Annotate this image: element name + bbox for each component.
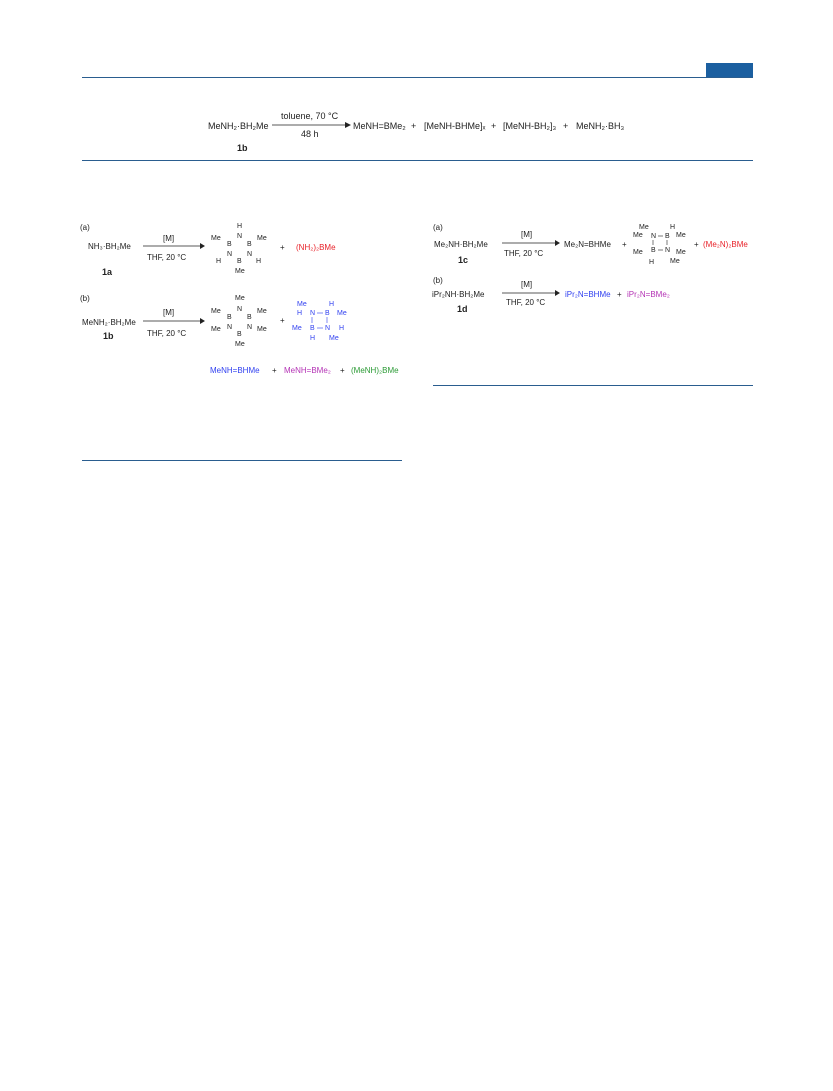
scheme-top (0, 105, 833, 165)
left-a-tag: (a) (80, 223, 90, 232)
left-a-ring-atom: Me (257, 235, 267, 242)
right-a-dimer-atom: Me (676, 249, 686, 256)
left-b-dimer-atom: B (310, 325, 315, 332)
right-b-arrow-head (555, 290, 560, 296)
left-b-ring-atom: Me (211, 326, 221, 333)
right-a-dimer-atom: Me (633, 232, 643, 239)
right-b-label: 1d (457, 304, 468, 314)
left-b-extra-product-2: MeNH=BMe₂ (284, 366, 331, 375)
right-b-catalyst: [M] (521, 280, 533, 289)
right-a-conditions: THF, 20 °C (504, 249, 544, 258)
left-b-dimer-atom: H (339, 325, 345, 332)
left-b-ring-atom: B (247, 314, 252, 321)
scheme-left (0, 215, 410, 385)
left-b-dimer-atom: H (310, 335, 316, 342)
left-b-ring-atom: B (237, 331, 242, 338)
right-a-dimer-atom: B (651, 247, 656, 254)
right-a-diborane-dimer (633, 224, 686, 266)
top-reactant: MeNH₂·BH₂Me (208, 121, 269, 131)
right-a-catalyst: [M] (521, 230, 533, 239)
right-b-reactant: iPr₂NH·BH₂Me (432, 290, 485, 299)
left-b-ring-atom: Me (257, 308, 267, 315)
left-b-extra-plus-1: + (272, 366, 277, 375)
top-plus-1: + (411, 121, 417, 131)
left-b-dimer-atom: Me (337, 310, 347, 317)
right-b-product-2: iPr₂N=BMe₂ (627, 290, 670, 299)
left-b-extra-product-1: MeNH=BHMe (210, 366, 260, 375)
right-a-dimer-atom: B (665, 233, 670, 240)
top-scheme-rule (82, 160, 753, 161)
right-a-dimer-atom: N (665, 247, 671, 254)
right-a-side-product: (Me₂N)₂BMe (703, 240, 748, 249)
left-b-ring-atom: N (227, 324, 233, 331)
top-reactant-label: 1b (237, 143, 248, 153)
top-arrow-head (345, 122, 351, 128)
right-a-dimer-atom: H (649, 259, 655, 266)
left-a-reactant: NH₃·BH₂Me (88, 242, 131, 251)
left-b-dimer-atom: H (329, 301, 335, 308)
left-a-ring-atom: B (227, 241, 232, 248)
left-a-ring-atom: Me (235, 268, 245, 275)
left-b-dimer-atom: B (325, 310, 330, 317)
right-b-conditions: THF, 20 °C (506, 298, 546, 307)
left-b-catalyst: [M] (163, 308, 175, 317)
right-b-tag: (b) (433, 276, 443, 285)
left-a-catalyst: [M] (163, 234, 175, 243)
left-a-label: 1a (102, 267, 113, 277)
top-plus-2: + (491, 121, 497, 131)
left-b-dimer-atom: Me (329, 335, 339, 342)
top-product-3: [MeNH-BH₂]₃ (503, 121, 557, 131)
left-b-extra-plus-2: + (340, 366, 345, 375)
left-b-ring-atom: B (227, 314, 232, 321)
right-a-plus-2: + (694, 240, 699, 249)
right-scheme-rule (433, 385, 753, 386)
right-a-dimer-atom: Me (676, 232, 686, 239)
left-a-ring-atom: N (227, 251, 233, 258)
left-a-ring-atom: H (256, 258, 262, 265)
left-b-dimer-atom: H (297, 310, 303, 317)
right-b-product-1: iPr₂N=BHMe (565, 290, 611, 299)
left-b-label: 1b (103, 331, 114, 341)
left-b-ring-atom: Me (211, 308, 221, 315)
left-b-ring-atom: Me (235, 341, 245, 348)
left-b-ring-atom: Me (235, 295, 245, 302)
left-b-diborane-dimer (292, 301, 347, 342)
left-scheme-rule (82, 460, 402, 461)
left-b-dimer-atom: N (325, 325, 331, 332)
scheme-right (420, 215, 833, 315)
left-b-ring-atom: Me (257, 326, 267, 333)
header-rule (82, 77, 753, 78)
left-a-plus: + (280, 243, 285, 252)
right-a-product: Me₂N=BHMe (564, 240, 611, 249)
left-a-borazine-ring (211, 223, 267, 275)
header-color-tab (706, 63, 753, 77)
left-b-extra-product-3: (MeNH)₂BMe (351, 366, 399, 375)
left-b-ring-atom: N (247, 324, 253, 331)
left-b-ring-atom: N (237, 306, 243, 313)
left-a-side-product: (NH₂)₂BMe (296, 243, 336, 252)
right-a-dimer-atom: H (670, 224, 676, 231)
left-a-arrow-head (200, 243, 205, 249)
top-product-1: MeNH=BMe₂ (353, 121, 406, 131)
top-product-4: MeNH₂·BH₃ (576, 121, 625, 131)
left-b-reactant: MeNH₂·BH₂Me (82, 318, 136, 327)
left-b-plus: + (280, 316, 285, 325)
left-a-ring-atom: B (247, 241, 252, 248)
right-b-plus: + (617, 290, 622, 299)
top-product-2: [MeNH-BHMe]ₓ (424, 121, 486, 131)
left-b-arrow-head (200, 318, 205, 324)
top-condition-above: toluene, 70 °C (281, 111, 339, 121)
right-a-label: 1c (458, 255, 469, 265)
left-a-ring-atom: N (237, 233, 243, 240)
right-a-dimer-atom: Me (639, 224, 649, 231)
left-b-dimer-atom: Me (297, 301, 307, 308)
left-b-dimer-atom: Me (292, 325, 302, 332)
left-a-ring-atom: H (216, 258, 222, 265)
right-a-arrow-head (555, 240, 560, 246)
top-condition-below: 48 h (301, 129, 319, 139)
left-a-ring-atom: N (247, 251, 253, 258)
right-a-dimer-atom: N (651, 233, 657, 240)
right-a-dimer-atom: Me (670, 258, 680, 265)
right-a-plus-1: + (622, 240, 627, 249)
left-b-conditions: THF, 20 °C (147, 329, 187, 338)
left-a-ring-atom: B (237, 258, 242, 265)
left-b-tag: (b) (80, 294, 90, 303)
left-a-conditions: THF, 20 °C (147, 253, 187, 262)
left-a-ring-atom: Me (211, 235, 221, 242)
top-plus-3: + (563, 121, 569, 131)
right-a-tag: (a) (433, 223, 443, 232)
left-a-ring-atom: H (237, 223, 243, 230)
left-b-dimer-atom: N (310, 310, 316, 317)
right-a-reactant: Me₂NH·BH₂Me (434, 240, 488, 249)
left-b-borazine-ring (211, 295, 267, 348)
right-a-dimer-atom: Me (633, 249, 643, 256)
